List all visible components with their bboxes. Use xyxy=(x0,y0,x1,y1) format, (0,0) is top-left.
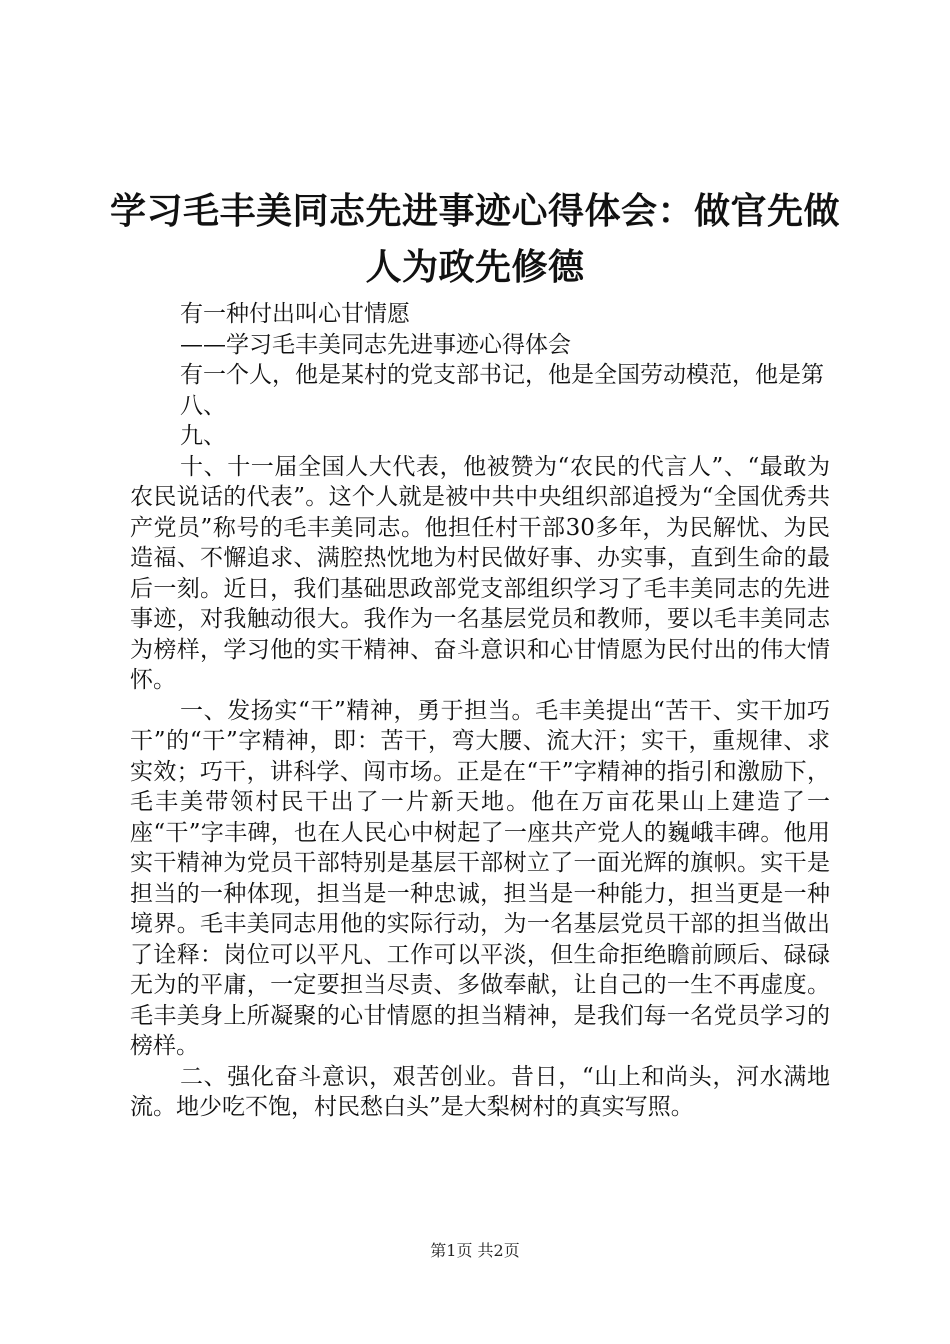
paragraph-item-eight: 八、 xyxy=(180,392,226,419)
paragraph-section-two: 二、强化奋斗意识，艰苦创业。昔日，“山上和尚头，河水满地流。地少吃不饱，村民愁白头”是大梨树村的真实写照。 xyxy=(130,1063,830,1120)
document-body xyxy=(130,299,830,1123)
document-title-line-1: 学习毛丰美同志先进事迹心得体会：做官先做 xyxy=(110,191,841,232)
paragraph-section-one: 一、发扬实“干”精神，勇于担当。毛丰美提出“苦干、实干加巧干”的“干”字精神，即：苦干，弯大腰、流大汗；实干，重规律、求实效；巧干，讲科学、闯市场。正是在“干”字精神的指引和激励下，毛丰美带领村民干出了一片新天地。他在万亩花果山上建造了一座“干”字丰碑，也在人民心中树起了一座共产党人的巍峨丰碑。他用实干精神为党员干部特别是基层干部树立了一面光辉的旗帜。实干是担当的一种体现，担当是一种忠诚，担当是一种能力，担当更是一种境界。毛丰美同志用他的实际行动，为一名基层党员干部的担当做出了诠释：岗位可以平凡、工作可以平淡，但生命拒绝瞻前顾后、碌碌无为的平庸，一定要担当尽责、多做奉献，让自己的一生不再虚度。毛丰美身上所凝聚的心甘情愿的担当精神，是我们每一名党员学习的榜样。 xyxy=(130,697,830,1059)
paragraph-subheading: ——学习毛丰美同志先进事迹心得体会 xyxy=(180,331,571,358)
paragraph-intro: 有一个人，他是某村的党支部书记，他是全国劳动模范，他是第 xyxy=(180,362,824,388)
paragraph-item-nine: 九、 xyxy=(180,423,226,449)
paragraph-background: 十、十一届全国人大代表，他被赞为“农民的代言人”、“最敢为农民说话的代表”。这个人就是被中共中央组织部追授为“全国优秀共产党员”称号的毛丰美同志。他担任村干部30多年，为民解忧、为民造福、不懈追求、满腔热忱地为村民做好事、办实事，直到生命的最后一刻。近日，我们基础思政部党支部组织学习了毛丰美同志的先进事迹，对我触动很大。我作为一名基层党员和教师，要以毛丰美同志为榜样，学习他的实干精神、奋斗意识和心甘情愿为民付出的伟大情怀。 xyxy=(130,453,830,693)
paragraph-heading: 有一种付出叫心甘情愿 xyxy=(180,301,410,327)
document-title-line-2: 人为政先修德 xyxy=(365,247,585,288)
page-number-footer: 第1页 共2页 xyxy=(430,1241,520,1260)
